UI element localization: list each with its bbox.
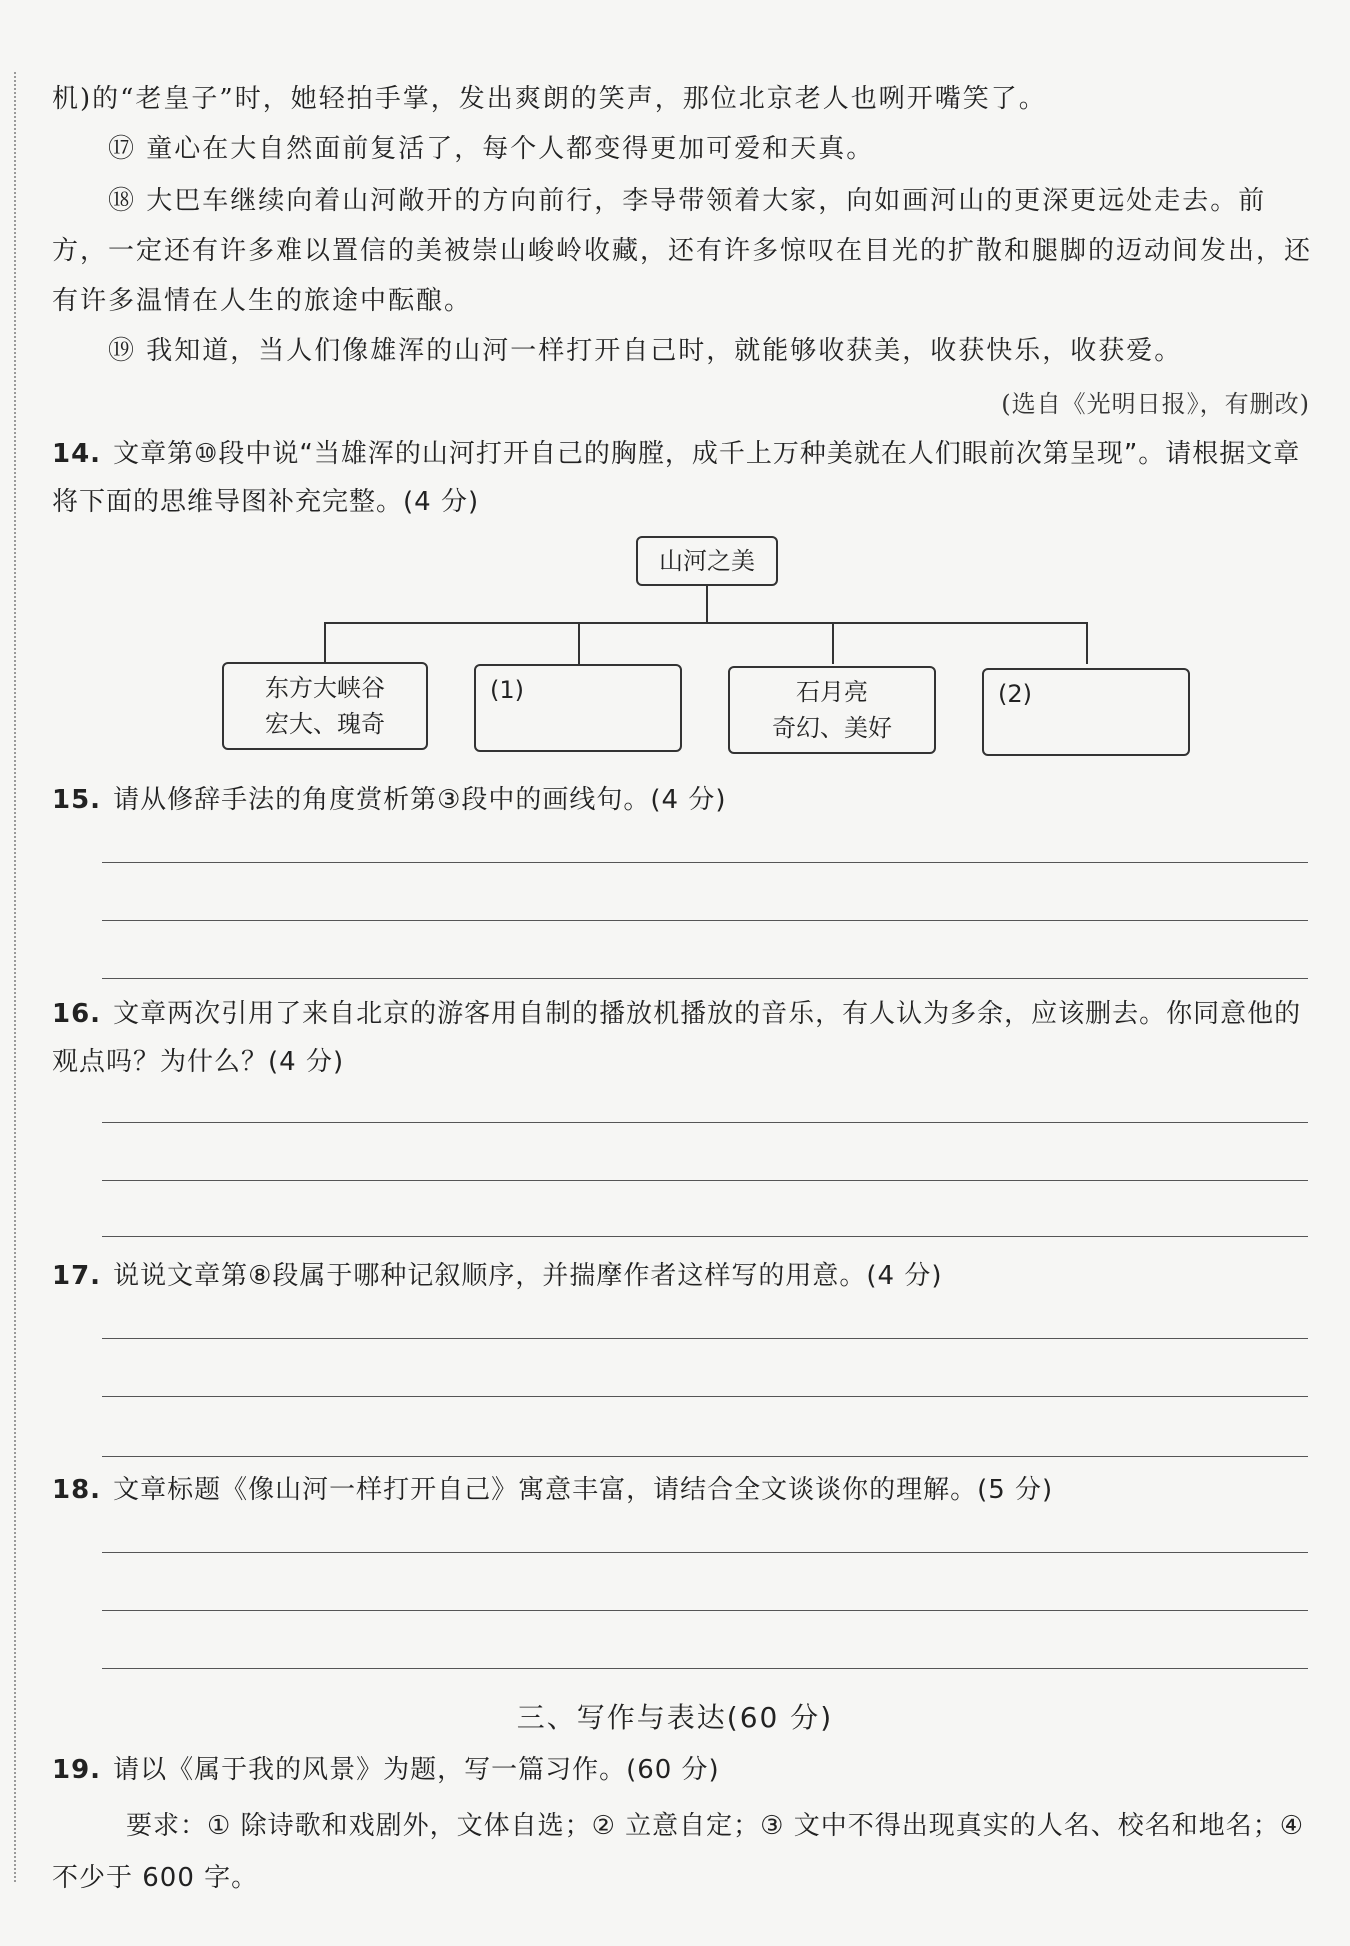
answer-line[interactable] xyxy=(102,1456,1308,1457)
question-15 xyxy=(52,776,1314,824)
answer-line[interactable] xyxy=(102,1552,1308,1553)
section-title: 三、写作与表达(60 分) xyxy=(516,1701,834,1734)
question-19 xyxy=(52,1746,1314,1794)
paragraph-18: ⑱ 大巴车继续向着山河敞开的方向前行，李导带领着大家，向如画河山的更深更远处走去。前方，一定还有许多难以置信的美被崇山峻岭收藏，还有许多惊叹在目光的扩散和腿脚的迈动间发出，还有许多温情在人生的旅途中酝酿。 xyxy=(52,186,1313,316)
node-desc: 宏大、瑰奇 xyxy=(265,710,385,738)
question-text: 请以《属于我的风景》为题，写一篇习作。(60 分) xyxy=(113,1755,720,1785)
blank-label: (2) xyxy=(998,680,1032,708)
node-desc: 奇幻、美好 xyxy=(772,714,892,742)
question-number: 18. xyxy=(52,1475,102,1505)
node-title: 东方大峡谷 xyxy=(265,674,385,702)
connector-line xyxy=(706,586,708,624)
question-18 xyxy=(52,1466,1314,1514)
connector-line xyxy=(324,622,1088,624)
mind-map-root xyxy=(636,536,778,586)
connector-line xyxy=(578,622,580,664)
question-text: 说说文章第⑧段属于哪种记叙顺序，并揣摩作者这样写的用意。(4 分) xyxy=(113,1261,943,1291)
question-number: 14. xyxy=(52,439,102,469)
question-number: 19. xyxy=(52,1755,102,1785)
paragraph-19: ⑲ 我知道，当人们像雄浑的山河一样打开自己时，就能够收获美，收获快乐，收获爱。 xyxy=(108,336,1183,366)
answer-line[interactable] xyxy=(102,1180,1308,1181)
mind-map-node-3 xyxy=(728,666,936,754)
question-16 xyxy=(52,990,1314,1086)
mind-map-node-blank-2[interactable] xyxy=(982,668,1190,756)
connector-line xyxy=(324,622,326,664)
answer-line[interactable] xyxy=(102,920,1308,921)
answer-line[interactable] xyxy=(102,1338,1308,1339)
passage-line-continued: 机)的“老皇子”时，她轻拍手掌，发出爽朗的笑声，那位北京老人也咧开嘴笑了。 xyxy=(52,84,1047,114)
blank-label: (1) xyxy=(490,676,524,704)
binding-margin-line xyxy=(14,72,16,1882)
answer-line[interactable] xyxy=(102,1668,1308,1669)
passage-source: (选自《光明日报》，有删改) xyxy=(1001,390,1310,418)
writing-requirements: 要求：① 除诗歌和戏剧外，文体自选；② 立意自定；③ 文中不得出现真实的人名、校名和地名；④ 不少于 600 字。 xyxy=(52,1811,1305,1893)
answer-line[interactable] xyxy=(102,1396,1308,1397)
question-number: 17. xyxy=(52,1261,102,1291)
connector-line xyxy=(832,622,834,664)
answer-line[interactable] xyxy=(102,978,1308,979)
answer-line[interactable] xyxy=(102,1236,1308,1237)
paragraph-17: ⑰ 童心在大自然面前复活了，每个人都变得更加可爱和天真。 xyxy=(108,134,875,164)
question-number: 15. xyxy=(52,785,102,815)
question-text: 文章标题《像山河一样打开自己》寓意丰富，请结合全文谈谈你的理解。(5 分) xyxy=(113,1475,1054,1505)
question-14 xyxy=(52,430,1314,526)
mind-map-root-label: 山河之美 xyxy=(659,547,755,575)
answer-line[interactable] xyxy=(102,1122,1308,1123)
node-title: 石月亮 xyxy=(796,678,868,706)
mind-map-node-blank-1[interactable] xyxy=(474,664,682,752)
question-text: 请从修辞手法的角度赏析第③段中的画线句。(4 分) xyxy=(113,785,727,815)
mind-map-node-1 xyxy=(222,662,428,750)
answer-line[interactable] xyxy=(102,862,1308,863)
connector-line xyxy=(1086,622,1088,664)
question-number: 16. xyxy=(52,999,102,1029)
answer-line[interactable] xyxy=(102,1610,1308,1611)
question-17 xyxy=(52,1252,1314,1300)
question-text: 文章两次引用了来自北京的游客用自制的播放机播放的音乐，有人认为多余，应该删去。你同意他的观点吗？为什么？(4 分) xyxy=(52,999,1302,1077)
question-text: 文章第⑩段中说“当雄浑的山河打开自己的胸膛，成千上万种美就在人们眼前次第呈现”。请根据文章将下面的思维导图补充完整。(4 分) xyxy=(52,439,1301,517)
